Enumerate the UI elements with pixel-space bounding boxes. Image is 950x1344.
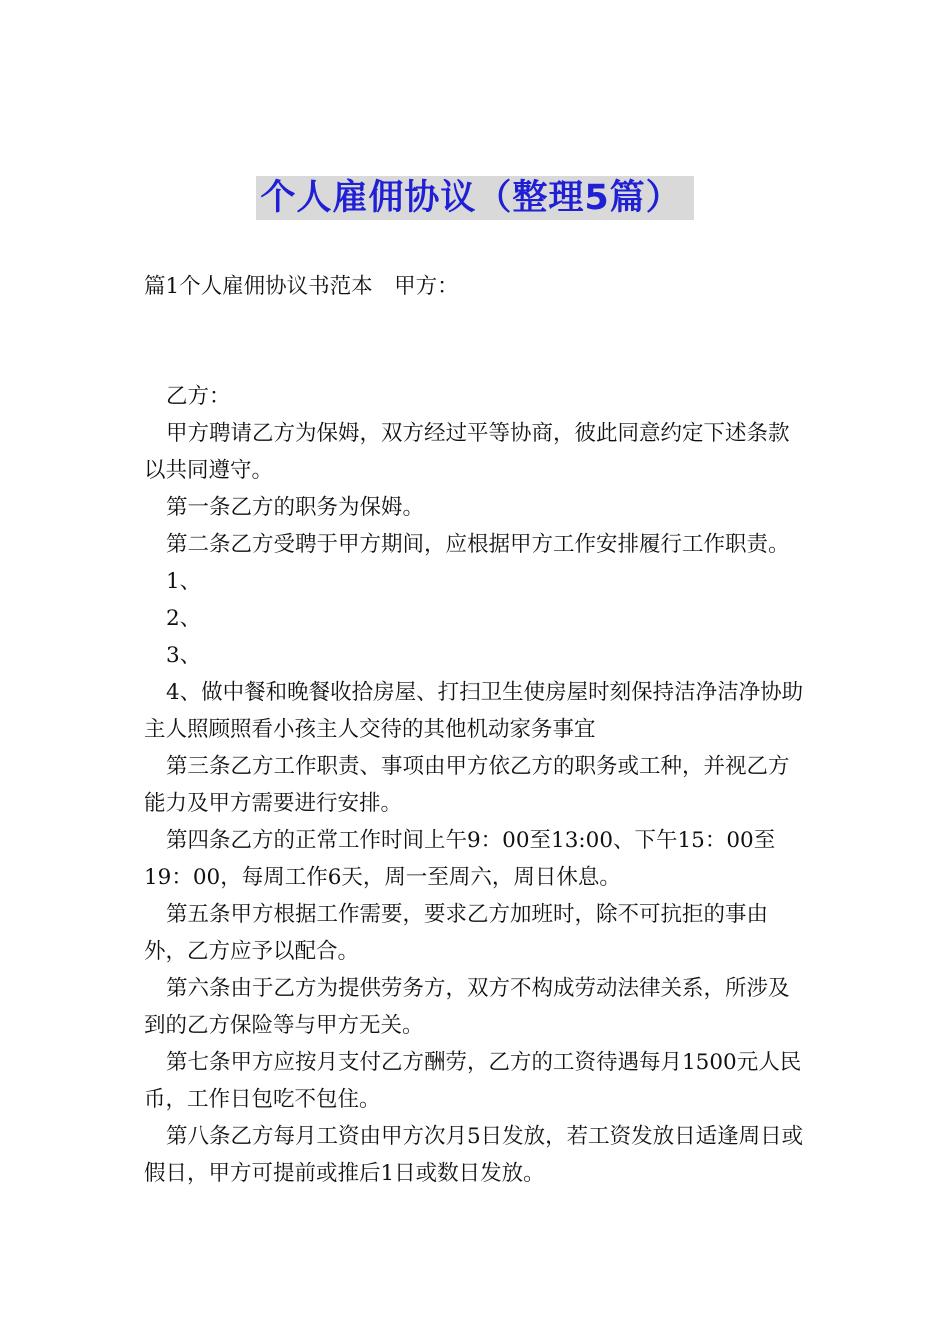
paragraph: 第四条乙方的正常工作时间上午9：00至13:00、下午15：00至19：00，每周工作6天，周一至周六，周日休息。	[144, 828, 776, 890]
paragraph: 第八条乙方每月工资由甲方次月5日发放，若工资发放日适逢周日或假日，甲方可提前或推后1日或数日发放。	[144, 1124, 804, 1186]
document-body	[144, 378, 809, 1192]
paragraph: 甲方聘请乙方为保姆，双方经过平等协商，彼此同意约定下述条款以共同遵守。	[144, 421, 790, 483]
paragraph: 第七条甲方应按月支付乙方酬劳，乙方的工资待遇每月1500元人民币，工作日包吃不包住。	[144, 1050, 802, 1112]
paragraph: 2、	[166, 606, 202, 631]
paragraph: 第六条由于乙方为提供劳务方，双方不构成劳动法律关系，所涉及到的乙方保险等与甲方无关。	[144, 976, 790, 1038]
paragraph: 乙方：	[166, 384, 231, 409]
heading-line: 篇1个人雇佣协议书范本 甲方：	[144, 274, 459, 299]
paragraph: 第三条乙方工作职责、事项由甲方依乙方的职务或工种，并视乙方能力及甲方需要进行安排。	[144, 754, 790, 816]
paragraph: 第二条乙方受聘于甲方期间，应根据甲方工作安排履行工作职责。	[166, 532, 790, 557]
paragraph: 第五条甲方根据工作需要，要求乙方加班时，除不可抗拒的事由外，乙方应予以配合。	[144, 902, 769, 964]
paragraph: 第一条乙方的职务为保姆。	[166, 495, 425, 520]
document-title: 个人雇佣协议（整理5篇）	[256, 176, 693, 220]
title-container	[0, 176, 950, 220]
paragraph: 1、	[166, 569, 202, 594]
heading-line-container	[144, 268, 809, 305]
paragraph: 4、做中餐和晚餐收拾房屋、打扫卫生使房屋时刻保持洁净洁净协助主人照顾照看小孩主人交待的其他机动家务事宜	[144, 680, 804, 742]
paragraph: 3、	[166, 643, 202, 668]
